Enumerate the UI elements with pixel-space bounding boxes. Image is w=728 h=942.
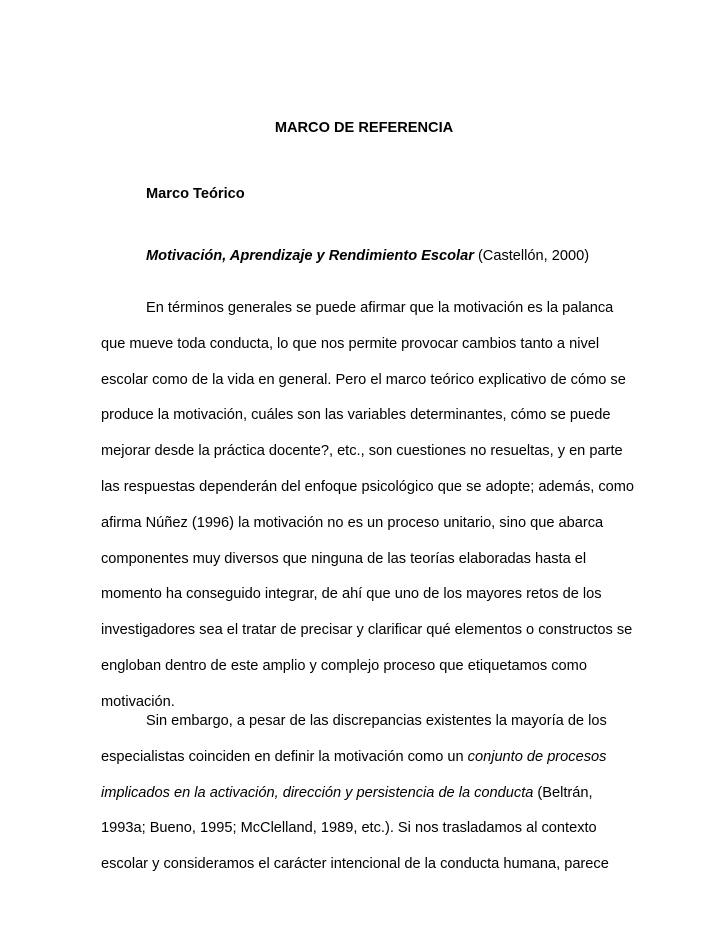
paragraph-1: En términos generales se puede afirmar que la motivación es la palanca que mueve toda conducta, lo que nos permite provocar cambios tanto a nivel escolar como de la vida en general. Pero el marco teórico explicativo de cómo se produce la motivación, cuáles son las variables determinantes, cómo se puede mejorar desde la práctica docente?, etc., son cuestiones no resueltas, y en parte las respuestas dependerán del enfoque psicológico que se adopte; además, como afirma Núñez (1996) la motivación no es un proceso unitario, sino que abarca componentes muy diversos que ninguna de las teorías elaboradas hasta el momento ha conseguido integrar, de ahí que uno de los mayores retos de los investigadores sea el tratar de precisar y clarificar qué elementos o constructos se engloban dentro de este amplio y complejo proceso que etiquetamos como motivación.: [101, 300, 635, 710]
subheading-citation: (Castellón, 2000): [473, 248, 590, 264]
paragraph-2-emphasis: conjunto de procesos implicados en la activación, dirección y persistencia de la conducta: [101, 748, 607, 801]
subheading: [146, 246, 589, 266]
section-heading: Marco Teórico: [146, 186, 245, 202]
paragraph-2: [101, 704, 661, 883]
paragraph-2-text-start: Sin embargo, a pesar de las discrepancias existentes la mayoría de los especialistas coinciden en definir la motivación como un: [101, 713, 607, 765]
document-title: MARCO DE REFERENCIA: [274, 120, 454, 136]
subheading-title: Motivación, Aprendizaje y Rendimiento Escolar: [146, 248, 474, 264]
paragraph-2-text-end: (Beltrán, 1993a; Bueno, 1995; McClelland, 1989, etc.). Si nos trasladamos al contexto escolar y consideramos el carácter intencional de la conducta humana, parece: [101, 784, 609, 873]
